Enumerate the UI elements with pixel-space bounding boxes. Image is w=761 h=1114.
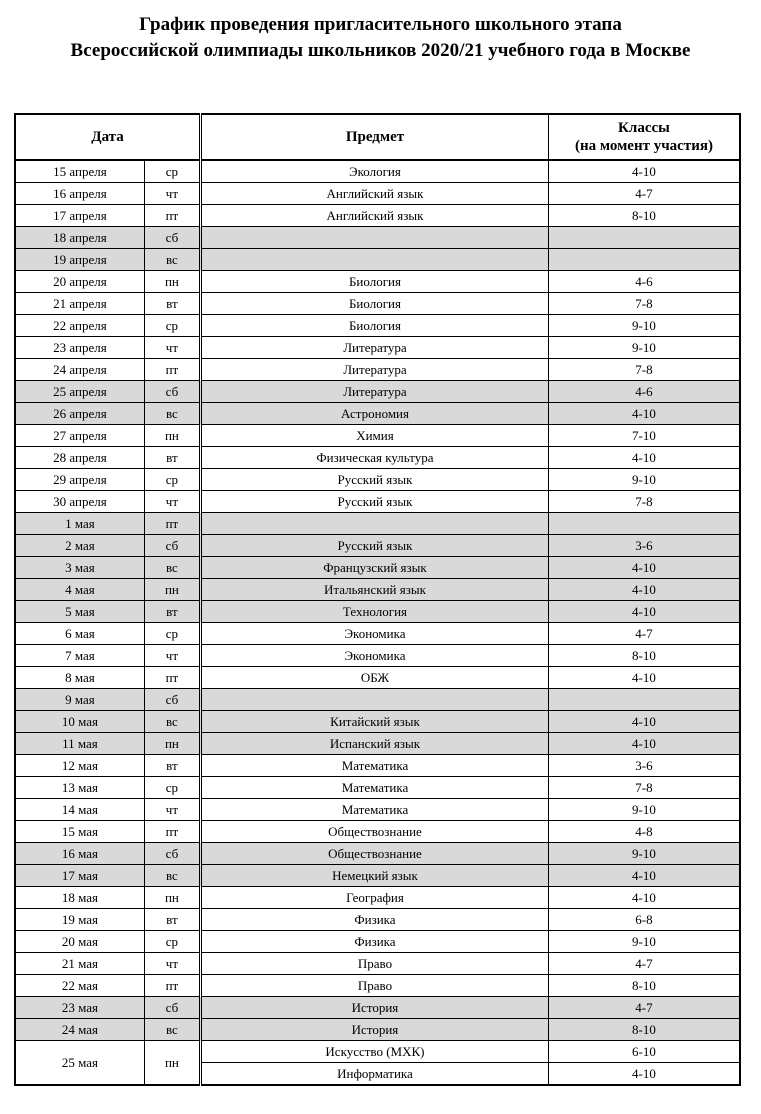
subject-cell: Экономика: [201, 645, 549, 667]
day-cell: ср: [144, 469, 200, 491]
table-row: [15, 425, 740, 447]
grades-cell: 9-10: [548, 843, 740, 865]
subject-cell: ОБЖ: [201, 667, 549, 689]
subject-cell: Биология: [201, 271, 549, 293]
table-row: [15, 315, 740, 337]
subject-cell: [201, 249, 549, 271]
subject-cell: Физика: [201, 909, 549, 931]
grades-cell: 4-10: [548, 579, 740, 601]
date-cell: 20 мая: [15, 931, 144, 953]
table-row: [15, 975, 740, 997]
date-cell: 20 апреля: [15, 271, 144, 293]
table-row: [15, 711, 740, 733]
date-cell: 30 апреля: [15, 491, 144, 513]
grades-cell: [548, 513, 740, 535]
grades-cell: 4-7: [548, 183, 740, 205]
day-cell: чт: [144, 491, 200, 513]
day-cell: пн: [144, 271, 200, 293]
day-cell: ср: [144, 160, 200, 183]
day-cell: вс: [144, 865, 200, 887]
title-line-1: График проведения пригласительного школьного этапа: [139, 14, 622, 35]
grades-cell: 4-8: [548, 821, 740, 843]
date-cell: 7 мая: [15, 645, 144, 667]
date-cell: 25 апреля: [15, 381, 144, 403]
table-row: [15, 909, 740, 931]
subject-cell: Математика: [201, 777, 549, 799]
grades-cell: 9-10: [548, 931, 740, 953]
subject-cell: Физика: [201, 931, 549, 953]
schedule-rows: [15, 160, 740, 1085]
day-cell: ср: [144, 931, 200, 953]
subject-cell: Право: [201, 975, 549, 997]
table-row: [15, 205, 740, 227]
table-row: [15, 931, 740, 953]
subject-cell: [201, 513, 549, 535]
table-row: [15, 601, 740, 623]
table-row: [15, 843, 740, 865]
table-row: [15, 557, 740, 579]
header-grades-line-2: (на момент участия): [574, 138, 713, 154]
subject-cell: Испанский язык: [201, 733, 549, 755]
header-row: [15, 114, 740, 160]
day-cell: ср: [144, 623, 200, 645]
date-cell: 24 апреля: [15, 359, 144, 381]
date-cell: 6 мая: [15, 623, 144, 645]
table-row: [15, 403, 740, 425]
day-cell: пн: [144, 1041, 200, 1086]
table-row: [15, 953, 740, 975]
date-cell: 22 мая: [15, 975, 144, 997]
subject-cell: [201, 689, 549, 711]
grades-cell: 4-7: [548, 953, 740, 975]
grades-cell: 6-8: [548, 909, 740, 931]
day-cell: чт: [144, 183, 200, 205]
subject-cell: Астрономия: [201, 403, 549, 425]
day-cell: пт: [144, 205, 200, 227]
grades-cell: 7-8: [548, 777, 740, 799]
date-cell: 12 мая: [15, 755, 144, 777]
grades-cell: [548, 227, 740, 249]
subject-cell: Информатика: [201, 1063, 549, 1086]
document-title: [0, 12, 761, 64]
subject-cell: Русский язык: [201, 535, 549, 557]
day-cell: сб: [144, 689, 200, 711]
subject-cell: Математика: [201, 755, 549, 777]
subject-cell: Экология: [201, 160, 549, 183]
subject-cell: История: [201, 1019, 549, 1041]
subject-cell: Русский язык: [201, 491, 549, 513]
day-cell: сб: [144, 843, 200, 865]
table-row: [15, 887, 740, 909]
grades-cell: 9-10: [548, 337, 740, 359]
day-cell: вс: [144, 403, 200, 425]
subject-cell: Химия: [201, 425, 549, 447]
subject-cell: Биология: [201, 293, 549, 315]
day-cell: сб: [144, 997, 200, 1019]
table-row: [15, 513, 740, 535]
grades-cell: 3-6: [548, 755, 740, 777]
title-line-2: Всероссийской олимпиады школьников 2020/21 учебного года в Москве: [70, 40, 691, 61]
table-row: [15, 183, 740, 205]
table-row: [15, 337, 740, 359]
day-cell: чт: [144, 645, 200, 667]
table-row: [15, 293, 740, 315]
date-cell: 25 мая: [15, 1041, 144, 1086]
table-row: [15, 227, 740, 249]
table-row: [15, 821, 740, 843]
day-cell: вс: [144, 1019, 200, 1041]
table-row: [15, 447, 740, 469]
grades-cell: 4-10: [548, 601, 740, 623]
table-row: [15, 733, 740, 755]
grades-cell: [548, 689, 740, 711]
date-cell: 17 апреля: [15, 205, 144, 227]
date-cell: 18 мая: [15, 887, 144, 909]
grades-cell: 4-10: [548, 447, 740, 469]
day-cell: пт: [144, 513, 200, 535]
day-cell: пт: [144, 821, 200, 843]
date-cell: 15 апреля: [15, 160, 144, 183]
day-cell: ср: [144, 777, 200, 799]
table-row: [15, 535, 740, 557]
grades-cell: 4-10: [548, 557, 740, 579]
table-row: [15, 249, 740, 271]
grades-cell: 9-10: [548, 469, 740, 491]
grades-cell: 4-10: [548, 711, 740, 733]
date-cell: 1 мая: [15, 513, 144, 535]
grades-cell: 4-7: [548, 623, 740, 645]
table-row: [15, 777, 740, 799]
day-cell: чт: [144, 337, 200, 359]
date-cell: 29 апреля: [15, 469, 144, 491]
day-cell: сб: [144, 227, 200, 249]
schedule-table: [14, 113, 741, 1086]
subject-cell: География: [201, 887, 549, 909]
table-row: [15, 160, 740, 183]
day-cell: пт: [144, 975, 200, 997]
grades-cell: 8-10: [548, 645, 740, 667]
day-cell: вт: [144, 601, 200, 623]
day-cell: пт: [144, 667, 200, 689]
day-cell: вт: [144, 909, 200, 931]
date-cell: 14 мая: [15, 799, 144, 821]
day-cell: пн: [144, 887, 200, 909]
table-row: [15, 755, 740, 777]
subject-cell: Литература: [201, 337, 549, 359]
table-row: [15, 579, 740, 601]
date-cell: 15 мая: [15, 821, 144, 843]
grades-cell: 4-10: [548, 403, 740, 425]
table-row: [15, 997, 740, 1019]
grades-cell: [548, 249, 740, 271]
grades-cell: 7-8: [548, 359, 740, 381]
date-cell: 2 мая: [15, 535, 144, 557]
header-grades: [548, 114, 740, 160]
date-cell: 21 апреля: [15, 293, 144, 315]
subject-cell: Искусство (МХК): [201, 1041, 549, 1063]
subject-cell: Математика: [201, 799, 549, 821]
table-row: [15, 491, 740, 513]
table-row: [15, 469, 740, 491]
day-cell: вт: [144, 755, 200, 777]
date-cell: 10 мая: [15, 711, 144, 733]
date-cell: 4 мая: [15, 579, 144, 601]
date-cell: 23 мая: [15, 997, 144, 1019]
table-row: [15, 623, 740, 645]
table-row: [15, 381, 740, 403]
subject-cell: Английский язык: [201, 183, 549, 205]
grades-cell: 4-6: [548, 271, 740, 293]
grades-cell: 3-6: [548, 535, 740, 557]
date-cell: 19 мая: [15, 909, 144, 931]
table-row: [15, 645, 740, 667]
date-cell: 17 мая: [15, 865, 144, 887]
date-cell: 8 мая: [15, 667, 144, 689]
subject-cell: Физическая культура: [201, 447, 549, 469]
day-cell: пн: [144, 425, 200, 447]
grades-cell: 4-6: [548, 381, 740, 403]
day-cell: пн: [144, 733, 200, 755]
subject-cell: История: [201, 997, 549, 1019]
date-cell: 13 мая: [15, 777, 144, 799]
table-row: [15, 1041, 740, 1063]
subject-cell: Китайский язык: [201, 711, 549, 733]
table-row: [15, 799, 740, 821]
subject-cell: Биология: [201, 315, 549, 337]
subject-cell: Английский язык: [201, 205, 549, 227]
date-cell: 26 апреля: [15, 403, 144, 425]
header-subject: Предмет: [201, 114, 549, 160]
subject-cell: Французский язык: [201, 557, 549, 579]
grades-cell: 4-10: [548, 160, 740, 183]
subject-cell: Технология: [201, 601, 549, 623]
table-row: [15, 359, 740, 381]
day-cell: ср: [144, 315, 200, 337]
header-grades-line-1: Классы: [618, 120, 670, 136]
table-row: [15, 865, 740, 887]
day-cell: пн: [144, 579, 200, 601]
date-cell: 21 мая: [15, 953, 144, 975]
grades-cell: 4-10: [548, 887, 740, 909]
grades-cell: 4-10: [548, 667, 740, 689]
day-cell: сб: [144, 381, 200, 403]
subject-cell: Право: [201, 953, 549, 975]
day-cell: чт: [144, 953, 200, 975]
subject-cell: Литература: [201, 381, 549, 403]
day-cell: вт: [144, 293, 200, 315]
grades-cell: 8-10: [548, 1019, 740, 1041]
date-cell: 5 мая: [15, 601, 144, 623]
date-cell: 23 апреля: [15, 337, 144, 359]
grades-cell: 4-7: [548, 997, 740, 1019]
subject-cell: Обществознание: [201, 843, 549, 865]
date-cell: 28 апреля: [15, 447, 144, 469]
grades-cell: 8-10: [548, 975, 740, 997]
date-cell: 3 мая: [15, 557, 144, 579]
table-row: [15, 1019, 740, 1041]
table-row: [15, 689, 740, 711]
subject-cell: Экономика: [201, 623, 549, 645]
date-cell: 19 апреля: [15, 249, 144, 271]
table-row: [15, 271, 740, 293]
header-date: Дата: [15, 114, 201, 160]
date-cell: 11 мая: [15, 733, 144, 755]
subject-cell: Итальянский язык: [201, 579, 549, 601]
day-cell: сб: [144, 535, 200, 557]
grades-cell: 9-10: [548, 315, 740, 337]
grades-cell: 7-8: [548, 293, 740, 315]
day-cell: пт: [144, 359, 200, 381]
date-cell: 9 мая: [15, 689, 144, 711]
day-cell: вс: [144, 557, 200, 579]
day-cell: чт: [144, 799, 200, 821]
grades-cell: 7-10: [548, 425, 740, 447]
date-cell: 18 апреля: [15, 227, 144, 249]
date-cell: 24 мая: [15, 1019, 144, 1041]
date-cell: 22 апреля: [15, 315, 144, 337]
day-cell: вс: [144, 249, 200, 271]
grades-cell: 7-8: [548, 491, 740, 513]
subject-cell: Литература: [201, 359, 549, 381]
subject-cell: Немецкий язык: [201, 865, 549, 887]
table-row: [15, 667, 740, 689]
day-cell: вс: [144, 711, 200, 733]
subject-cell: [201, 227, 549, 249]
grades-cell: 6-10: [548, 1041, 740, 1063]
date-cell: 16 мая: [15, 843, 144, 865]
subject-cell: Русский язык: [201, 469, 549, 491]
grades-cell: 4-10: [548, 733, 740, 755]
grades-cell: 4-10: [548, 865, 740, 887]
day-cell: вт: [144, 447, 200, 469]
grades-cell: 9-10: [548, 799, 740, 821]
date-cell: 16 апреля: [15, 183, 144, 205]
grades-cell: 4-10: [548, 1063, 740, 1086]
date-cell: 27 апреля: [15, 425, 144, 447]
grades-cell: 8-10: [548, 205, 740, 227]
subject-cell: Обществознание: [201, 821, 549, 843]
